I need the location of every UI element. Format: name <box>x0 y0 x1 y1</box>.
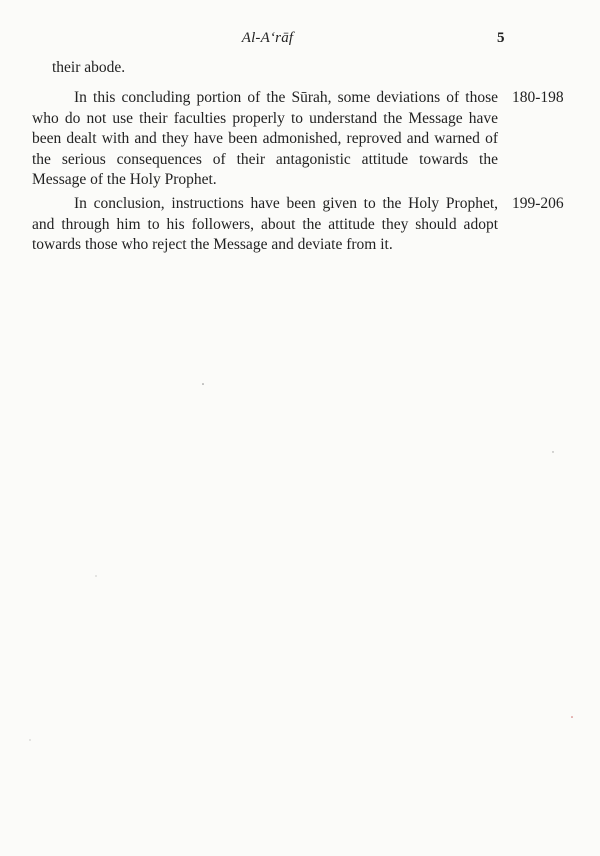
paragraph-verses-180-198: In this concluding portion of the Sūrah, some deviations of those who do not use their faculties properly to understand the Message have been dealt with and they have been admonished, reproved and warned of the serious consequences of their antagonistic attitude towards the Message of the Holy Prophet. <box>32 89 498 188</box>
running-title: Al-A‘rāf <box>241 30 294 46</box>
continuation-text: their abode. <box>52 59 126 76</box>
verse-range-199-206: 199-206 <box>512 195 564 212</box>
page-number: 5 <box>497 30 505 46</box>
verse-range-180-198: 180-198 <box>512 89 564 106</box>
paragraph-verses-199-206: In conclusion, instructions have been given to the Holy Prophet, and through him to his followers, about the attitude they should adopt towards those who reject the Message and deviate from it. <box>32 195 498 253</box>
